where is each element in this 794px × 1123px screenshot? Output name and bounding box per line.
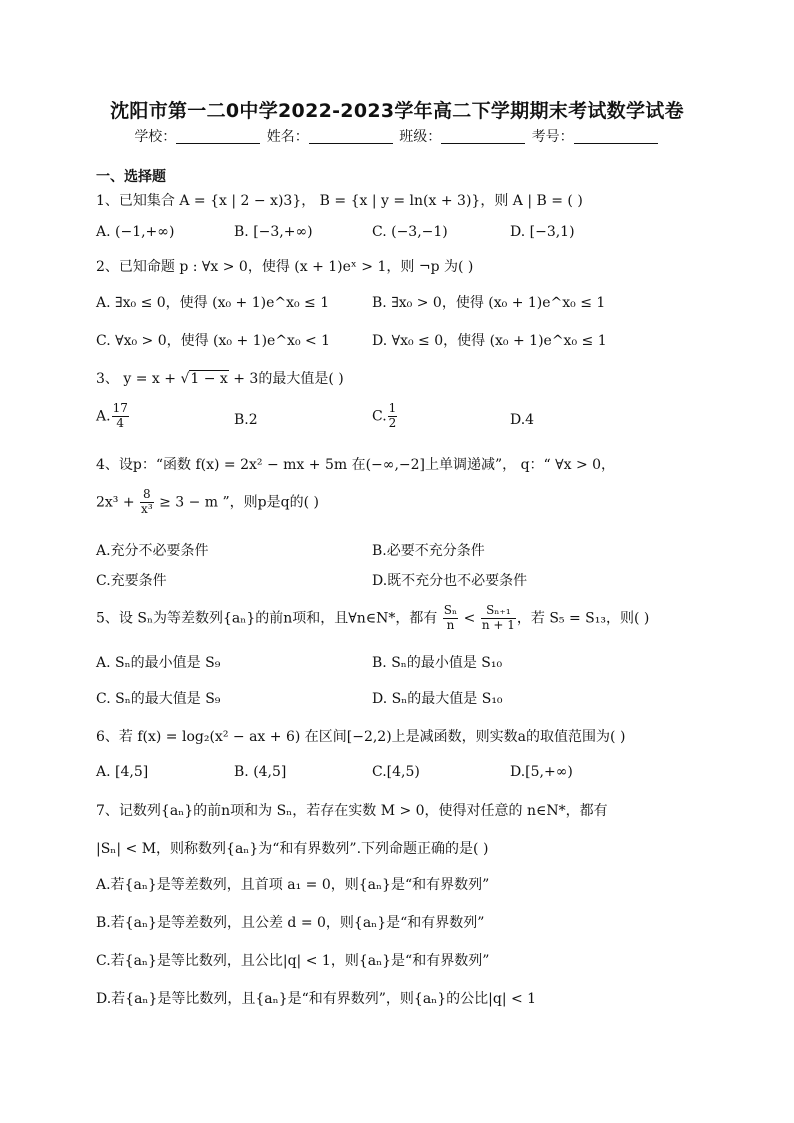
q4-option-c: C.充要条件 (96, 573, 167, 589)
q3-stem-suffix: + 3的最大值是( ) (228, 371, 344, 387)
q3-c-denominator: 2 (388, 415, 397, 430)
class-blank (441, 129, 525, 144)
q3-option-c (372, 402, 398, 431)
q5-option-b: B. Sₙ的最小值是 S₁₀ (372, 655, 503, 671)
school-label: 学校： (134, 129, 177, 145)
exam-number-blank (574, 129, 658, 144)
q6-option-a: A. [4,5] (96, 764, 149, 780)
q5-option-c: C. Sₙ的最大值是 S₉ (96, 691, 221, 707)
name-label: 姓名： (266, 129, 309, 145)
q5-stem-prefix: 5、设 Sₙ为等差数列{aₙ}的前n项和，且∀n∈N*，都有 (96, 610, 442, 627)
q4-stem-line2 (96, 488, 319, 517)
q5-option-d: D. Sₙ的最大值是 S₁₀ (372, 691, 503, 707)
q4-option-b: B.必要不充分条件 (372, 543, 485, 559)
exam-number-label: 考号： (531, 129, 574, 145)
q5-stem-suffix: ，若 S₅ = S₁₃，则( ) (516, 610, 650, 627)
q4-option-d: D.既不充分也不必要条件 (372, 573, 528, 589)
q3-stem-prefix: 3、 y = x + (96, 371, 181, 387)
q1-option-a: A. (−1,+∞) (96, 224, 175, 240)
q5-f2-numerator: Sₙ₊₁ (481, 604, 516, 619)
q7-option-c: C.若{aₙ}是等比数列，且公比|q| < 1，则{aₙ}是“和有界数列” (96, 953, 490, 969)
q3-a-denominator: 4 (116, 415, 125, 430)
school-blank (176, 129, 260, 144)
q5-fraction-1 (443, 604, 458, 633)
q5-less-than: < (459, 610, 480, 627)
student-info-row (0, 126, 794, 146)
q7-stem-line2: |Sₙ| < M，则称数列{aₙ}为“和有界数列”.下列命题正确的是( ) (96, 841, 489, 857)
q6-option-c: C.[4,5) (372, 764, 420, 780)
q5-fraction-2 (481, 604, 516, 633)
q6-stem: 6、若 f(x) = log₂(x² − ax + 6) 在区间[−2,2)上是减函数，则实数a的取值范围为( ) (96, 729, 626, 745)
section-heading: 一、选择题 (96, 169, 166, 185)
q3-option-a-fraction (112, 402, 129, 431)
q6-option-d: D.[5,+∞) (510, 764, 573, 780)
q3-sqrt-radicand: 1 − x (190, 371, 228, 387)
q3-option-a-label: A. (96, 408, 111, 425)
q3-option-a (96, 402, 130, 431)
q3-stem: 3、 y = x + √1 − x + 3的最大值是( ) (96, 371, 344, 387)
q3-a-numerator: 17 (112, 401, 128, 415)
q4-numerator: 8 (140, 488, 154, 503)
q1-option-d: D. [−3,1) (510, 224, 575, 240)
q7-option-d: D.若{aₙ}是等比数列，且{aₙ}是“和有界数列”，则{aₙ}的公比|q| < 1 (96, 991, 537, 1007)
q2-option-d: D. ∀x₀ ≤ 0，使得 (x₀ + 1)e^x₀ ≤ 1 (372, 333, 607, 349)
q6-option-b: B. (4,5] (234, 764, 287, 780)
name-blank (309, 129, 393, 144)
exam-title: 沈阳市第一二0中学2022-2023学年高二下学期期末考试数学试卷 (110, 100, 684, 122)
q1-option-c: C. (−3,−1) (372, 224, 448, 240)
q5-option-a: A. Sₙ的最小值是 S₉ (96, 655, 221, 671)
q7-stem-line1: 7、记数列{aₙ}的前n项和为 Sₙ，若存在实数 M > 0，使得对任意的 n∈N*，都有 (96, 803, 608, 819)
q4-fraction (140, 488, 154, 517)
q7-option-b: B.若{aₙ}是等差数列，且公差 d = 0，则{aₙ}是“和有界数列” (96, 915, 485, 931)
q2-option-c: C. ∀x₀ > 0，使得 (x₀ + 1)e^x₀ < 1 (96, 333, 331, 349)
q4-denominator: x³ (141, 501, 153, 516)
q1-stem: 1、已知集合 A = {x | 2 − x)3}， B = {x | y = ln(x + 3)}，则 A | B = ( ) (96, 193, 583, 209)
q2-option-b: B. ∃x₀ > 0，使得 (x₀ + 1)e^x₀ ≤ 1 (372, 295, 606, 311)
q7-option-a: A.若{aₙ}是等差数列，且首项 a₁ = 0，则{aₙ}是“和有界数列” (96, 877, 490, 893)
q3-option-c-label: C. (372, 408, 387, 425)
q4-stem-line1: 4、设p：“函数 f(x) = 2x² − mx + 5m 在(−∞,−2]上单调递减”， q：“ ∀x > 0， (96, 457, 616, 473)
q3-option-d: D.4 (510, 412, 535, 428)
q5-f1-numerator: Sₙ (443, 603, 458, 617)
q4-line2-suffix: ≥ 3 − m ”，则p是q的( ) (154, 494, 319, 511)
q5-stem (96, 604, 649, 633)
q5-f1-denominator: n (446, 617, 455, 632)
q1-option-b: B. [−3,+∞) (234, 224, 313, 240)
q5-f2-denominator: n + 1 (481, 617, 515, 632)
q2-option-a: A. ∃x₀ ≤ 0，使得 (x₀ + 1)e^x₀ ≤ 1 (96, 295, 330, 311)
q2-stem: 2、已知命题 p : ∀x > 0，使得 (x + 1)eˣ > 1，则 ¬p 为( ) (96, 259, 474, 275)
q3-option-c-fraction (388, 402, 398, 431)
class-label: 班级： (399, 129, 442, 145)
q4-line2-prefix: 2x³ + (96, 494, 140, 511)
q3-c-numerator: 1 (388, 401, 397, 415)
q4-option-a: A.充分不必要条件 (96, 543, 209, 559)
q3-option-b: B.2 (234, 412, 258, 428)
